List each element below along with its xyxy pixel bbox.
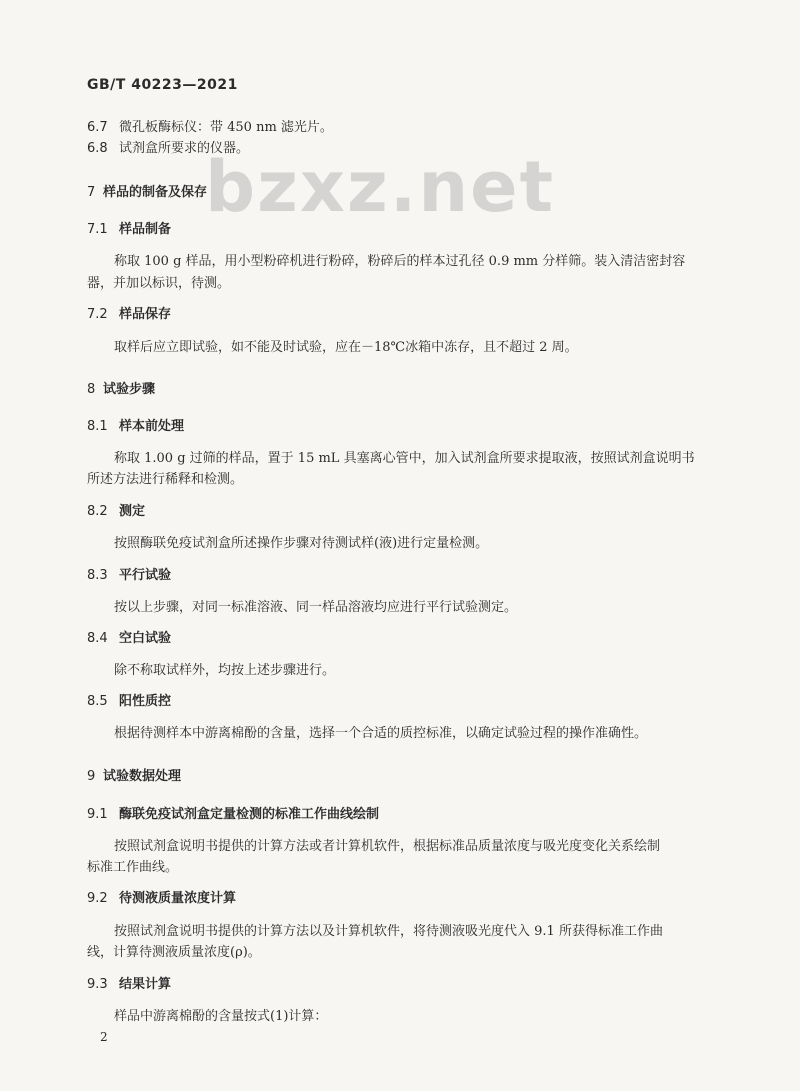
section-title: 待测液质量浓度计算 (119, 891, 237, 906)
section-number: 8 (87, 382, 96, 397)
section-title: 结果计算 (119, 977, 172, 992)
section-9-2-para-line: 按照试剂盒说明书提供的计算方法以及计算机软件，将待测液吸光度代入 9.1 所获得标准工作曲 (114, 924, 663, 939)
section-number: 7.2 (87, 307, 108, 322)
section-8-1-heading (87, 415, 184, 434)
section-8-5-heading (87, 690, 171, 709)
section-number: 8.3 (87, 568, 108, 583)
page-number: 2 (100, 1030, 108, 1044)
section-title: 试验数据处理 (103, 769, 182, 784)
section-number: 8.4 (87, 631, 108, 646)
section-9-heading (87, 765, 181, 784)
section-8-1-para-line: 称取 1.00 g 过筛的样品，置于 15 mL 具塞离心管中，加入试剂盒所要求提取液，按照试剂盒说明书 (114, 451, 695, 466)
item-number: 6.8 (87, 141, 108, 156)
section-title: 空白试验 (119, 631, 172, 646)
section-8-2-para: 按照酶联免疫试剂盒所述操作步骤对待测试样(液)进行定量检测。 (114, 536, 489, 551)
section-number: 7.1 (87, 222, 108, 237)
section-title: 阳性质控 (119, 694, 172, 709)
section-8-3-para: 按以上步骤，对同一标准溶液、同一样品溶液均应进行平行试验测定。 (114, 600, 518, 615)
item-text: 试剂盒所要求的仪器。 (119, 141, 250, 156)
section-9-1-heading (87, 803, 379, 822)
section-9-1-para-line: 标准工作曲线。 (87, 860, 179, 875)
section-title: 试验步骤 (103, 382, 156, 397)
section-7-heading (87, 181, 207, 200)
section-title: 平行试验 (119, 568, 172, 583)
section-9-2-heading (87, 887, 236, 906)
standard-number: GB/T 40223—2021 (87, 77, 238, 93)
section-number: 9.2 (87, 891, 108, 906)
section-title: 样品保存 (119, 307, 172, 322)
section-8-5-para: 根据待测样本中游离棉酚的含量，选择一个合适的质控标准，以确定试验过程的操作准确性。 (114, 726, 648, 741)
item-6-7 (87, 116, 333, 135)
section-7-2-heading (87, 303, 171, 322)
item-6-8 (87, 137, 249, 156)
section-8-4-para: 除不称取试样外，均按上述步骤进行。 (114, 663, 336, 678)
section-9-2-para-line: 线，计算待测液质量浓度(ρ)。 (87, 945, 261, 960)
section-8-4-heading (87, 627, 171, 646)
section-number: 9.3 (87, 977, 108, 992)
section-9-3-para: 样品中游离棉酚的含量按式(1)计算： (114, 1009, 328, 1024)
section-8-2-heading (87, 500, 145, 519)
item-number: 6.7 (87, 120, 108, 135)
section-title: 样品制备 (119, 222, 172, 237)
section-title: 测定 (119, 504, 146, 519)
section-number: 9.1 (87, 807, 108, 822)
section-title: 酶联免疫试剂盒定量检测的标准工作曲线绘制 (119, 807, 380, 822)
item-text: 微孔板酶标仪：带 450 nm 滤光片。 (119, 120, 333, 135)
section-8-heading (87, 378, 155, 397)
section-number: 8.5 (87, 694, 108, 709)
section-7-1-para-line: 称取 100 g 样品，用小型粉碎机进行粉碎，粉碎后的样本过孔径 0.9 mm 分样筛。装入清洁密封容 (114, 254, 686, 269)
section-number: 8.2 (87, 504, 108, 519)
section-7-1-heading (87, 218, 171, 237)
section-title: 样品的制备及保存 (103, 185, 208, 200)
section-9-1-para-line: 按照试剂盒说明书提供的计算方法或者计算机软件，根据标准品质量浓度与吸光度变化关系绘制 (114, 839, 661, 854)
section-number: 8.1 (87, 419, 108, 434)
section-number: 7 (87, 185, 96, 200)
section-9-3-heading (87, 973, 171, 992)
section-7-1-para-line: 器，并加以标识，待测。 (87, 276, 231, 291)
section-7-2-para: 取样后应立即试验，如不能及时试验，应在－18℃冰箱中冻存，且不超过 2 周。 (114, 340, 578, 355)
watermark: bzxz.net (205, 146, 556, 228)
section-title: 样本前处理 (119, 419, 185, 434)
section-8-1-para-line: 所述方法进行稀释和检测。 (87, 472, 244, 487)
section-number: 9 (87, 769, 96, 784)
section-8-3-heading (87, 564, 171, 583)
